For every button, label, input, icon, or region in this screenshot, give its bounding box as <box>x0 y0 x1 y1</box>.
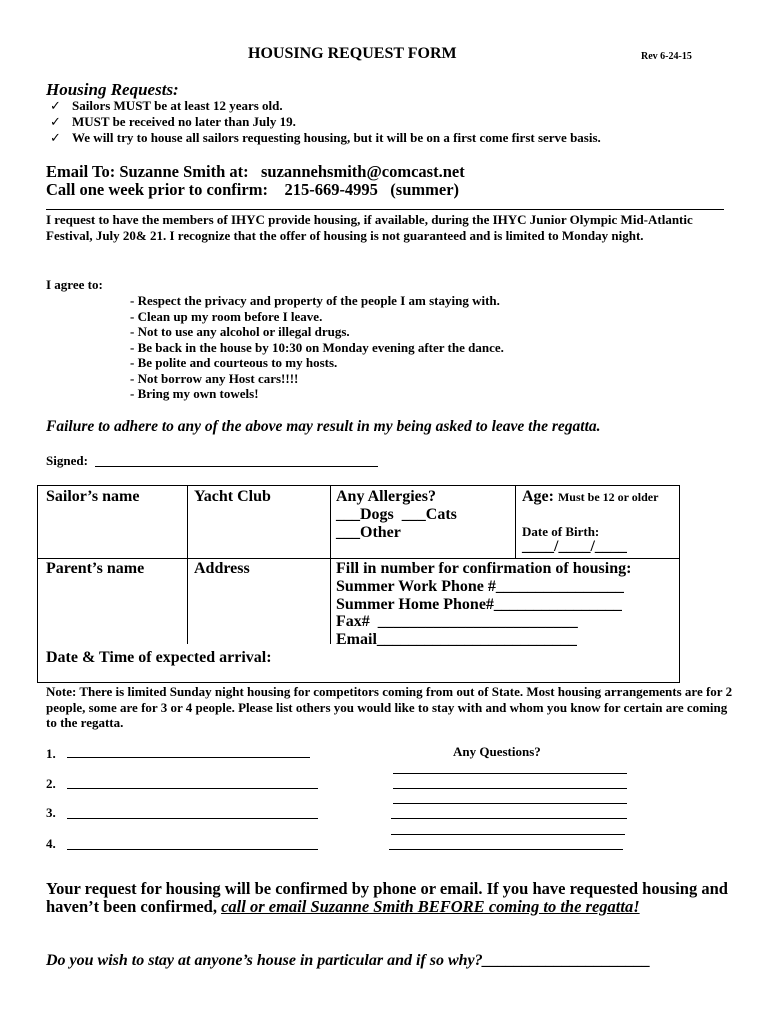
questions-line[interactable] <box>391 818 627 819</box>
any-questions-label: Any Questions? <box>453 744 541 759</box>
checkmark-icon: ✓ <box>50 114 61 129</box>
stay-preference-field[interactable]: Do you wish to stay at anyone’s house in particular and if so why?_____________________ <box>46 952 651 969</box>
checkmark-icon: ✓ <box>50 98 61 113</box>
questions-line[interactable] <box>389 849 623 850</box>
checkmark-icon: ✓ <box>50 130 61 145</box>
table-divider <box>330 558 331 644</box>
work-phone-field[interactable]: Summer Work Phone #________________ <box>336 578 624 595</box>
email-field[interactable]: Email_________________________ <box>336 631 577 648</box>
revision-label: Rev 6-24-15 <box>641 51 692 62</box>
confirmation-notice: Your request for housing will be confirmed by phone or email. If you have requested housing and haven’t been confirmed, call or email Suzanne Smith BEFORE coming to the regatta! <box>46 879 728 916</box>
agree-label: I agree to: <box>46 277 103 292</box>
questions-line[interactable] <box>393 788 627 789</box>
agreement-item: - Clean up my room before I leave. <box>130 308 323 324</box>
requirement-item: ✓ Sailors MUST be at least 12 years old. <box>50 98 283 113</box>
agreement-item: - Bring my own towels! <box>130 386 259 401</box>
list-number: 2. <box>46 776 56 791</box>
companion-field-1[interactable] <box>67 757 310 758</box>
allergies-label: Any Allergies? <box>336 488 436 505</box>
companion-field-4[interactable] <box>67 849 318 850</box>
table-divider <box>330 486 331 558</box>
email-contact-line: Email To: Suzanne Smith at: suzannehsmith@comcast.net <box>46 162 465 181</box>
dogs-cats-field[interactable]: ___Dogs ___Cats <box>336 506 457 523</box>
agreement-item: - Respect the privacy and property of the people I am staying with. <box>130 293 500 308</box>
phone-contact-line: Call one week prior to confirm: 215-669-4995 (summer) <box>46 180 460 199</box>
contact-info <box>46 163 465 199</box>
table-divider <box>38 558 679 559</box>
list-number: 4. <box>46 836 56 851</box>
age-note: Must be 12 or older <box>557 490 659 504</box>
list-number: 1. <box>46 746 56 761</box>
request-paragraph: I request to have the members of IHYC provide housing, if available, during the IHYC Junior Olympic Mid-Atlantic Festival, July 20& 21. I recognize that the offer of housing is not guaranteed and is limited to Monday night. <box>46 212 693 243</box>
requirement-item: ✓ We will try to house all sailors requesting housing, but it will be on a first come first serve basis. <box>50 130 601 145</box>
requirements-list <box>50 98 601 146</box>
agreement-item: - Be back in the house by 10:30 on Monday evening after the dance. <box>130 339 504 355</box>
table-divider <box>515 486 516 558</box>
address-field[interactable]: Address <box>194 560 250 577</box>
signature-field[interactable] <box>95 466 378 467</box>
housing-requests-heading: Housing Requests: <box>46 80 179 99</box>
requirement-item: ✓ MUST be received no later than July 19. <box>50 114 296 129</box>
home-phone-field[interactable]: Summer Home Phone#________________ <box>336 596 622 613</box>
failure-warning: Failure to adhere to any of the above may result in my being asked to leave the regatta. <box>46 418 601 435</box>
sailor-info-table <box>37 485 680 683</box>
dob-field[interactable]: ____/____/____ <box>522 538 627 555</box>
sailor-name-field[interactable]: Sailor’s name <box>46 488 140 505</box>
yacht-club-field[interactable]: Yacht Club <box>194 488 271 505</box>
dob-label: Date of Birth: <box>522 524 600 539</box>
table-divider <box>187 486 188 558</box>
companion-field-2[interactable] <box>67 788 318 789</box>
contact-before-coming: call or email Suzanne Smith BEFORE coming to the regatta! <box>221 897 640 916</box>
form-title: HOUSING REQUEST FORM <box>248 45 457 62</box>
fax-field[interactable]: Fax# _________________________ <box>336 613 578 630</box>
signed-label: Signed: <box>46 453 88 468</box>
agreement-item: - Not borrow any Host cars!!!! <box>130 370 299 386</box>
housing-note: Note: There is limited Sunday night housing for competitors coming from out of State. Most housing arrangements are for 2 people, some are for 3 or 4 people. Please list others you would like to stay with and whom you know for certain are coming to the regatta. <box>46 684 733 730</box>
confirmation-label: Fill in number for confirmation of housing: <box>336 560 632 577</box>
table-divider <box>187 558 188 644</box>
other-allergy-field[interactable]: ___Other <box>336 524 401 541</box>
list-number: 3. <box>46 805 56 820</box>
arrival-field[interactable]: Date & Time of expected arrival: <box>46 649 272 666</box>
divider-line <box>46 209 724 210</box>
companion-field-3[interactable] <box>67 818 318 819</box>
questions-line[interactable] <box>391 834 625 835</box>
agreement-list <box>130 293 504 402</box>
questions-line[interactable] <box>393 803 627 804</box>
age-field[interactable]: Age: Must be 12 or older <box>522 488 659 505</box>
agreement-item: - Not to use any alcohol or illegal drugs. <box>130 324 350 339</box>
parent-name-field[interactable]: Parent’s name <box>46 560 145 577</box>
questions-line[interactable] <box>393 773 627 774</box>
agreement-item: - Be polite and courteous to my hosts. <box>130 355 338 370</box>
